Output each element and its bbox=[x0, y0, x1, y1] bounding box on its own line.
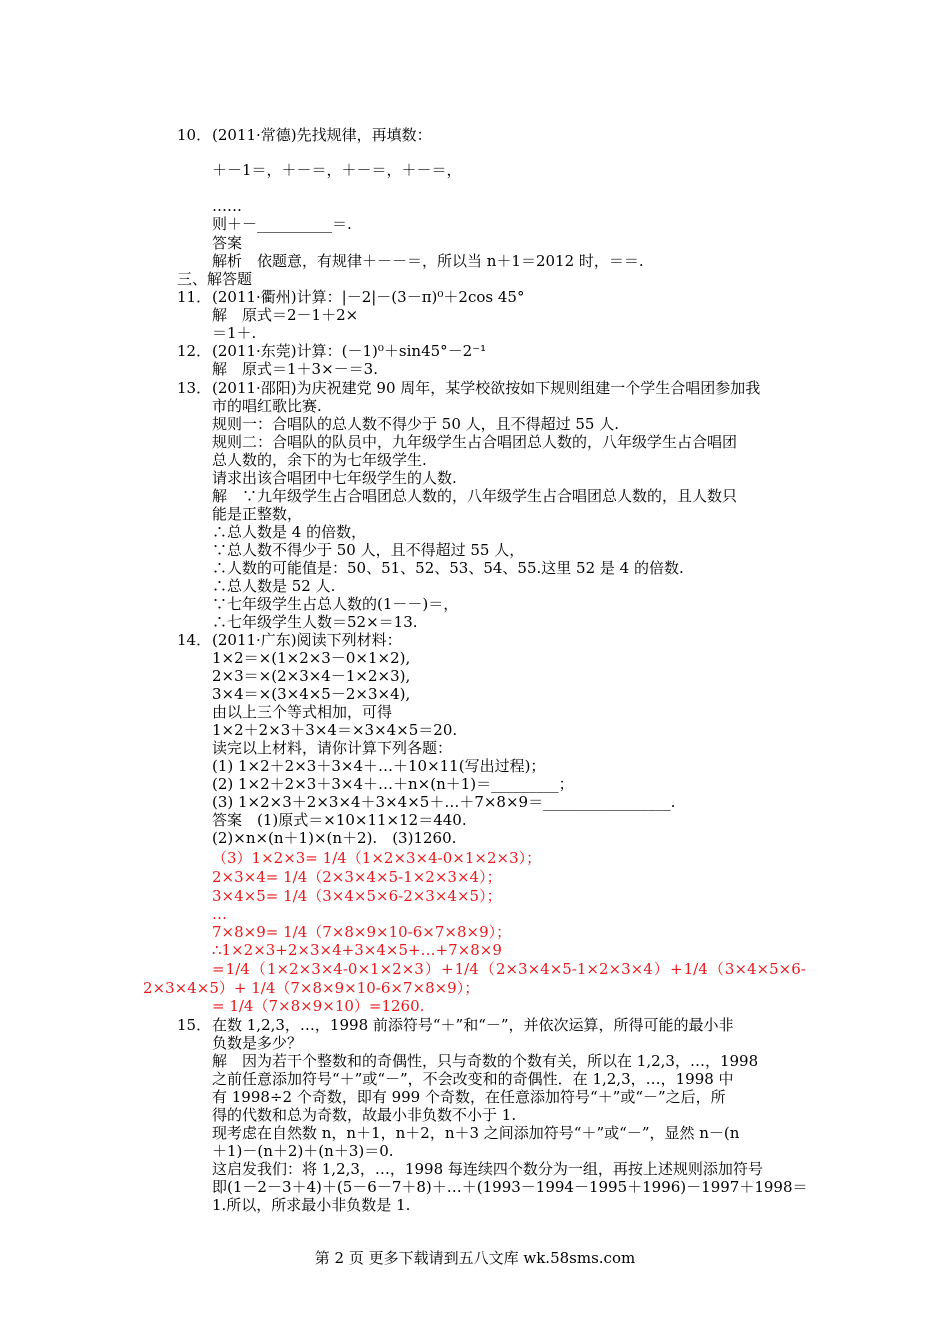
q11-number: 11． bbox=[177, 288, 212, 306]
sum-token: 1×2×3×4-0×1×2×3 bbox=[266, 960, 424, 978]
q13-solution-line: ∴七年级学生人数＝52×＝13. bbox=[212, 613, 418, 631]
q14-material-line: 3×4＝×(3×4×5－2×3×4), bbox=[212, 685, 411, 703]
q15-solution-line: 现考虑在自然数 n，n＋1，n＋2，n＋3 之间添加符号“＋”或“－”，显然 n－(n bbox=[212, 1124, 740, 1142]
q13-solution-line: 能是正整数， bbox=[212, 505, 303, 523]
q15-solution-line: 得的代数和总为奇数，故最小非负数不小于 1. bbox=[212, 1106, 517, 1124]
sum-token: 2×3×4×5-1×2×3×4 bbox=[495, 960, 653, 978]
q13-solution-line: ∴总人数是 52 人. bbox=[212, 577, 336, 595]
q11-stem: (2011·衢州)计算：|－2|－(3－π)⁰＋2cos 45° bbox=[212, 288, 525, 306]
q12-number: 12． bbox=[177, 342, 212, 360]
q14-answer-line: (2)×n×(n＋1)×(n＋2). (3)1260. bbox=[212, 829, 457, 847]
q14-red-solution-line: 7×8×9= 1/4（7×8×9×10-6×7×8×9）； bbox=[212, 923, 512, 941]
sum-token: （ bbox=[250, 960, 266, 978]
q13-solution-line: 解 ∵九年级学生占合唱团总人数的，八年级学生占合唱团总人数的，且人数只 bbox=[212, 487, 738, 505]
q13-solution-line: ∵总人数不得少于 50 人，且不得超过 55 人， bbox=[212, 541, 525, 559]
q14-material-line: 1×2＋2×3＋3×4＝×3×4×5＝20. bbox=[212, 721, 458, 739]
q15-solution-line: 之前任意添加符号“＋”或“－”，不会改变和的奇偶性．在 1,2,3，…，1998 中 bbox=[212, 1070, 734, 1088]
q10-dots: …… bbox=[212, 197, 242, 215]
q13-rule-1: 规则一：合唱队的总人数不得少于 50 人，且不得超过 55 人. bbox=[212, 415, 620, 433]
q15-number: 15． bbox=[177, 1016, 212, 1034]
q15-solution-line: 有 1998÷2 个奇数，即有 999 个奇数，在任意添加符号“＋”或“－”之后，所 bbox=[212, 1088, 726, 1106]
q10-fill: 则＋－__________＝. bbox=[212, 215, 352, 233]
q14-material-line: 由以上三个等式相加，可得 bbox=[212, 703, 393, 721]
sum-token: + bbox=[440, 960, 454, 978]
sum-token: 1/4 bbox=[225, 960, 250, 978]
q13-question: 请求出该合唱团中七年级学生的人数. bbox=[212, 469, 457, 487]
q12-solution-line: 解 原式＝1＋3×－＝3. bbox=[212, 360, 378, 378]
q13-solution-line: ∴人数的可能值是：50、51、52、53、54、55.这里 52 是 4 的倍数. bbox=[212, 559, 684, 577]
sum-token: （ bbox=[479, 960, 495, 978]
sum-token: + bbox=[669, 960, 683, 978]
sum-token: = bbox=[212, 960, 225, 978]
q15-solution-line: 1.所以，所求最小非负数是 1. bbox=[212, 1196, 411, 1214]
q10-answer-label: 答案 bbox=[212, 234, 243, 252]
q14-answer-line: 答案 (1)原式＝×10×11×12＝440. bbox=[212, 811, 467, 829]
q13-solution-line: ∵七年级学生占总人数的(1－－)＝， bbox=[212, 595, 459, 613]
q14-material-line: 读完以上材料，请你计算下列各题： bbox=[212, 739, 453, 757]
q14-part-3: (3) 1×2×3＋2×3×4＋3×4×5＋…＋7×8×9＝_________________. bbox=[212, 793, 676, 811]
q10-stem: (2011·常德)先找规律，再填数： bbox=[212, 126, 432, 144]
q15-stem: 在数 1,2,3，…，1998 前添符号“＋”和“－”，并依次运算，所得可能的最小非 bbox=[212, 1016, 734, 1034]
sum-token: ） bbox=[653, 960, 669, 978]
q13-rule-2: 规则二：合唱队的队员中，九年级学生占合唱团总人数的，八年级学生占合唱团 bbox=[212, 433, 738, 451]
q11-solution-line: ＝1＋. bbox=[212, 324, 257, 342]
q13-stem: 市的唱红歌比赛. bbox=[212, 397, 322, 415]
page-footer: 第 2 页 更多下载请到五八文库 wk.58sms.com bbox=[314, 1249, 636, 1267]
q14-red-solution-line: （3）1×2×3= 1/4（1×2×3×4-0×1×2×3）； bbox=[212, 849, 542, 867]
q15-solution-line: ＋1)－(n＋2)＋(n＋3)＝0. bbox=[212, 1142, 394, 1160]
q14-red-solution-line: = 1/4（7×8×9×10）=1260. bbox=[212, 997, 425, 1015]
sum-token: 3×4×5×6- bbox=[724, 960, 806, 978]
sum-token: （ bbox=[708, 960, 724, 978]
q10-sequence: ＋－1＝，＋－＝，＋－＝，＋－＝， bbox=[212, 161, 462, 179]
q14-red-solution-line: ∴1×2×3+2×3×4+3×4×5+…+7×8×9 bbox=[212, 941, 502, 959]
q14-material-line: 1×2＝×(1×2×3－0×1×2), bbox=[212, 649, 411, 667]
q14-red-solution-line: 3×4×5= 1/4（3×4×5×6-2×3×4×5）； bbox=[212, 887, 502, 905]
q15-solution-line: 即(1－2－3＋4)＋(5－6－7＋8)＋…＋(1993－1994－1995＋1996)－1997＋1998＝ bbox=[212, 1178, 808, 1196]
q10-analysis: 解析 依题意，有规律＋－－＝，所以当 n＋1＝2012 时，＝＝. bbox=[212, 252, 644, 270]
q13-number: 13． bbox=[177, 379, 212, 397]
q14-part-2: (2) 1×2＋2×3＋3×4＋…＋n×(n＋1)＝_________； bbox=[212, 775, 574, 793]
q11-solution-line: 解 原式＝2－1＋2× bbox=[212, 306, 359, 324]
q14-stem: (2011·广东)阅读下列材料： bbox=[212, 631, 402, 649]
q10-number: 10． bbox=[177, 126, 212, 144]
q15-solution-line: 这启发我们：将 1,2,3，…，1998 每连续四个数分为一组，再按上述规则添加符号 bbox=[212, 1160, 763, 1178]
q14-red-solution-line: … bbox=[212, 905, 227, 923]
sum-token: ） bbox=[424, 960, 440, 978]
q15-stem: 负数是多少？ bbox=[212, 1034, 303, 1052]
q12-stem: (2011·东莞)计算：(－1)⁰＋sin45°－2⁻¹ bbox=[212, 342, 487, 360]
q14-red-solution-line: 2×3×4×5）+ 1/4（7×8×9×10-6×7×8×9）； bbox=[143, 979, 480, 997]
section-heading: 三、解答题 bbox=[177, 270, 253, 288]
q13-rule-2: 总人数的，余下的为七年级学生. bbox=[212, 451, 427, 469]
q15-solution-line: 解 因为若干个整数和的奇偶性，只与奇数的个数有关，所以在 1,2,3，…，1998 bbox=[212, 1052, 759, 1070]
q14-number: 14． bbox=[177, 631, 212, 649]
q14-part-1: (1) 1×2＋2×3＋3×4＋…＋10×11(写出过程)； bbox=[212, 757, 546, 775]
sum-token: 1/4 bbox=[454, 960, 479, 978]
q14-material-line: 2×3＝×(2×3×4－1×2×3), bbox=[212, 667, 411, 685]
q14-red-solution-line: 2×3×4= 1/4（2×3×4×5-1×2×3×4）； bbox=[212, 868, 502, 886]
q14-red-sum-line bbox=[212, 960, 806, 979]
q13-solution-line: ∴总人数是 4 的倍数， bbox=[212, 523, 367, 541]
sum-token: 1/4 bbox=[683, 960, 708, 978]
q13-stem: (2011·邵阳)为庆祝建党 90 周年，某学校欲按如下规则组建一个学生合唱团参加我 bbox=[212, 379, 761, 397]
